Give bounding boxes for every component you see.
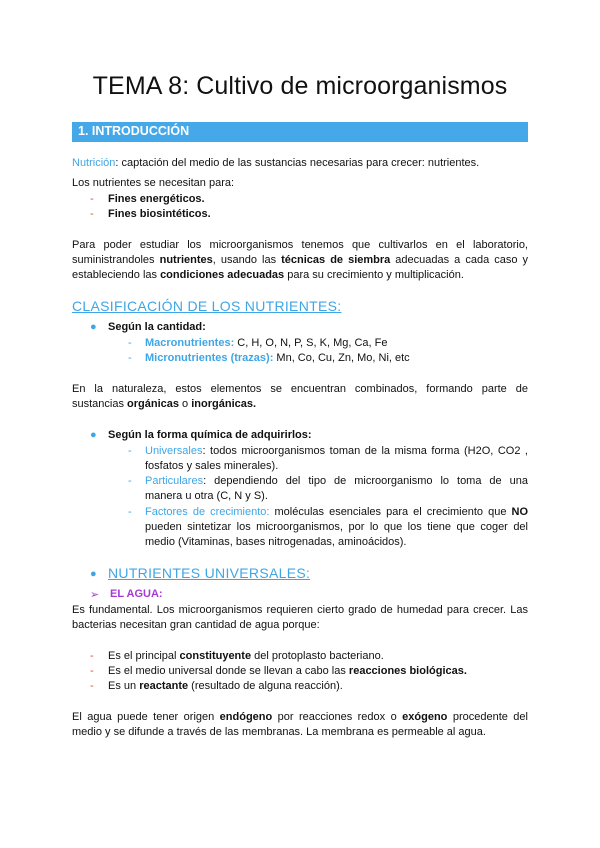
list-item <box>90 428 97 443</box>
dash-icon: - <box>90 650 94 662</box>
para-line-3: estableciendo las condiciones adecuadas para su crecimiento y multiplicación. <box>72 269 464 281</box>
agua-heading: EL AGUA: <box>110 588 163 600</box>
naturaleza-line-1: En la naturaleza, estos elementos se encuentran combinados, formando parte de <box>72 383 528 395</box>
page-title: TEMA 8: Cultivo de microorganismos <box>92 72 508 100</box>
bullet-icon: ● <box>90 321 97 333</box>
dash-icon: - <box>128 337 132 349</box>
factores-line-3: medio (Vitaminas, bases nitrogenadas, aminoácidos). <box>145 536 407 548</box>
list-item <box>90 664 94 679</box>
forma-label: Según la forma química de adquirirlos: <box>108 429 312 441</box>
factores-line-1: Factores de crecimiento: moléculas esenciales para el crecimiento que NO <box>145 506 528 518</box>
nutricion-term: Nutrición <box>72 157 116 169</box>
list-item <box>90 679 94 694</box>
bullet-icon: ● <box>90 429 97 441</box>
dash-icon: - <box>90 680 94 692</box>
cantidad-label: Según la cantidad: <box>108 321 206 333</box>
list-item <box>90 567 97 582</box>
dash-icon: - <box>90 208 94 220</box>
need-item: Fines energéticos. <box>108 193 205 205</box>
agua-item: Es el medio universal donde se llevan a cabo las reacciones biológicas. <box>108 665 467 677</box>
dash-icon: - <box>90 665 94 677</box>
para-line-2: suministrandoles nutrientes, usando las técnicas de siembra adecuadas a cada caso y <box>72 254 529 266</box>
list-item <box>128 351 132 366</box>
macronutrientes-line: Macronutrientes: C, H, O, N, P, S, K, Mg, Ca, Fe <box>145 337 388 349</box>
section-banner-introduccion <box>72 122 528 142</box>
list-item <box>90 320 97 335</box>
nutricion-line <box>72 156 532 171</box>
agua-line-2: bacterias necesitan gran cantidad de agua porque: <box>72 619 320 631</box>
dash-icon: - <box>128 475 132 487</box>
naturaleza-line-2: sustancias orgánicas o inorgánicas. <box>72 398 257 410</box>
particulares-line-2: manera u otra (C, N y S). <box>145 490 268 502</box>
list-item <box>128 444 132 459</box>
list-item <box>128 505 132 520</box>
micronutrientes-line: Micronutrientes (trazas): Mn, Co, Cu, Zn, Mo, Ni, etc <box>145 352 410 364</box>
need-item: Fines biosintéticos. <box>108 208 211 220</box>
list-item <box>90 588 99 603</box>
section-heading: 1. INTRODUCCIÓN <box>78 124 190 138</box>
agua-line-1: Es fundamental. Los microorganismos requieren cierto grado de humedad para crecer. Las <box>72 604 528 616</box>
list-item <box>128 474 132 489</box>
bullet-icon: ● <box>90 568 97 580</box>
dash-icon: - <box>128 445 132 457</box>
agua-item: Es el principal constituyente del protoplasto bacteriano. <box>108 650 384 662</box>
dash-icon: - <box>128 506 132 518</box>
list-item <box>90 649 94 664</box>
origen-line-1: El agua puede tener origen endógeno por reacciones redox o exógeno procedente del <box>72 711 528 723</box>
agua-item: Es un reactante (resultado de alguna reacción). <box>108 680 343 692</box>
clasificacion-heading: CLASIFICACIÓN DE LOS NUTRIENTES: <box>72 298 342 314</box>
particulares-line-1: Particulares: dependiendo del tipo de microorganismo lo toma de una <box>145 475 528 487</box>
list-item <box>90 192 94 207</box>
universales-line-1: Universales: todos microorganismos toman de la misma forma (H2O, CO2 , <box>145 445 528 457</box>
para-line-1: Para poder estudiar los microorganismos tenemos que cultivarlos en el laboratorio, <box>72 239 528 251</box>
arrow-icon: ➢ <box>90 589 100 601</box>
nutricion-def: : captación del medio de las sustancias necesarias para crecer: nutrientes. <box>115 157 480 169</box>
origen-line-2: medio y se difunde a través de las membranas. La membrana es permeable al agua. <box>72 726 486 738</box>
universales-heading: NUTRIENTES UNIVERSALES: <box>108 565 311 581</box>
dash-icon: - <box>128 352 132 364</box>
needs-intro: Los nutrientes se necesitan para: <box>72 177 235 189</box>
list-item <box>90 207 94 222</box>
list-item <box>128 336 132 351</box>
dash-icon: - <box>90 193 94 205</box>
universales-line-2: fosfatos y sales minerales). <box>145 460 279 472</box>
factores-line-2: pueden sintetizar los microorganismos, por lo que los tiene que coger del <box>145 521 528 533</box>
